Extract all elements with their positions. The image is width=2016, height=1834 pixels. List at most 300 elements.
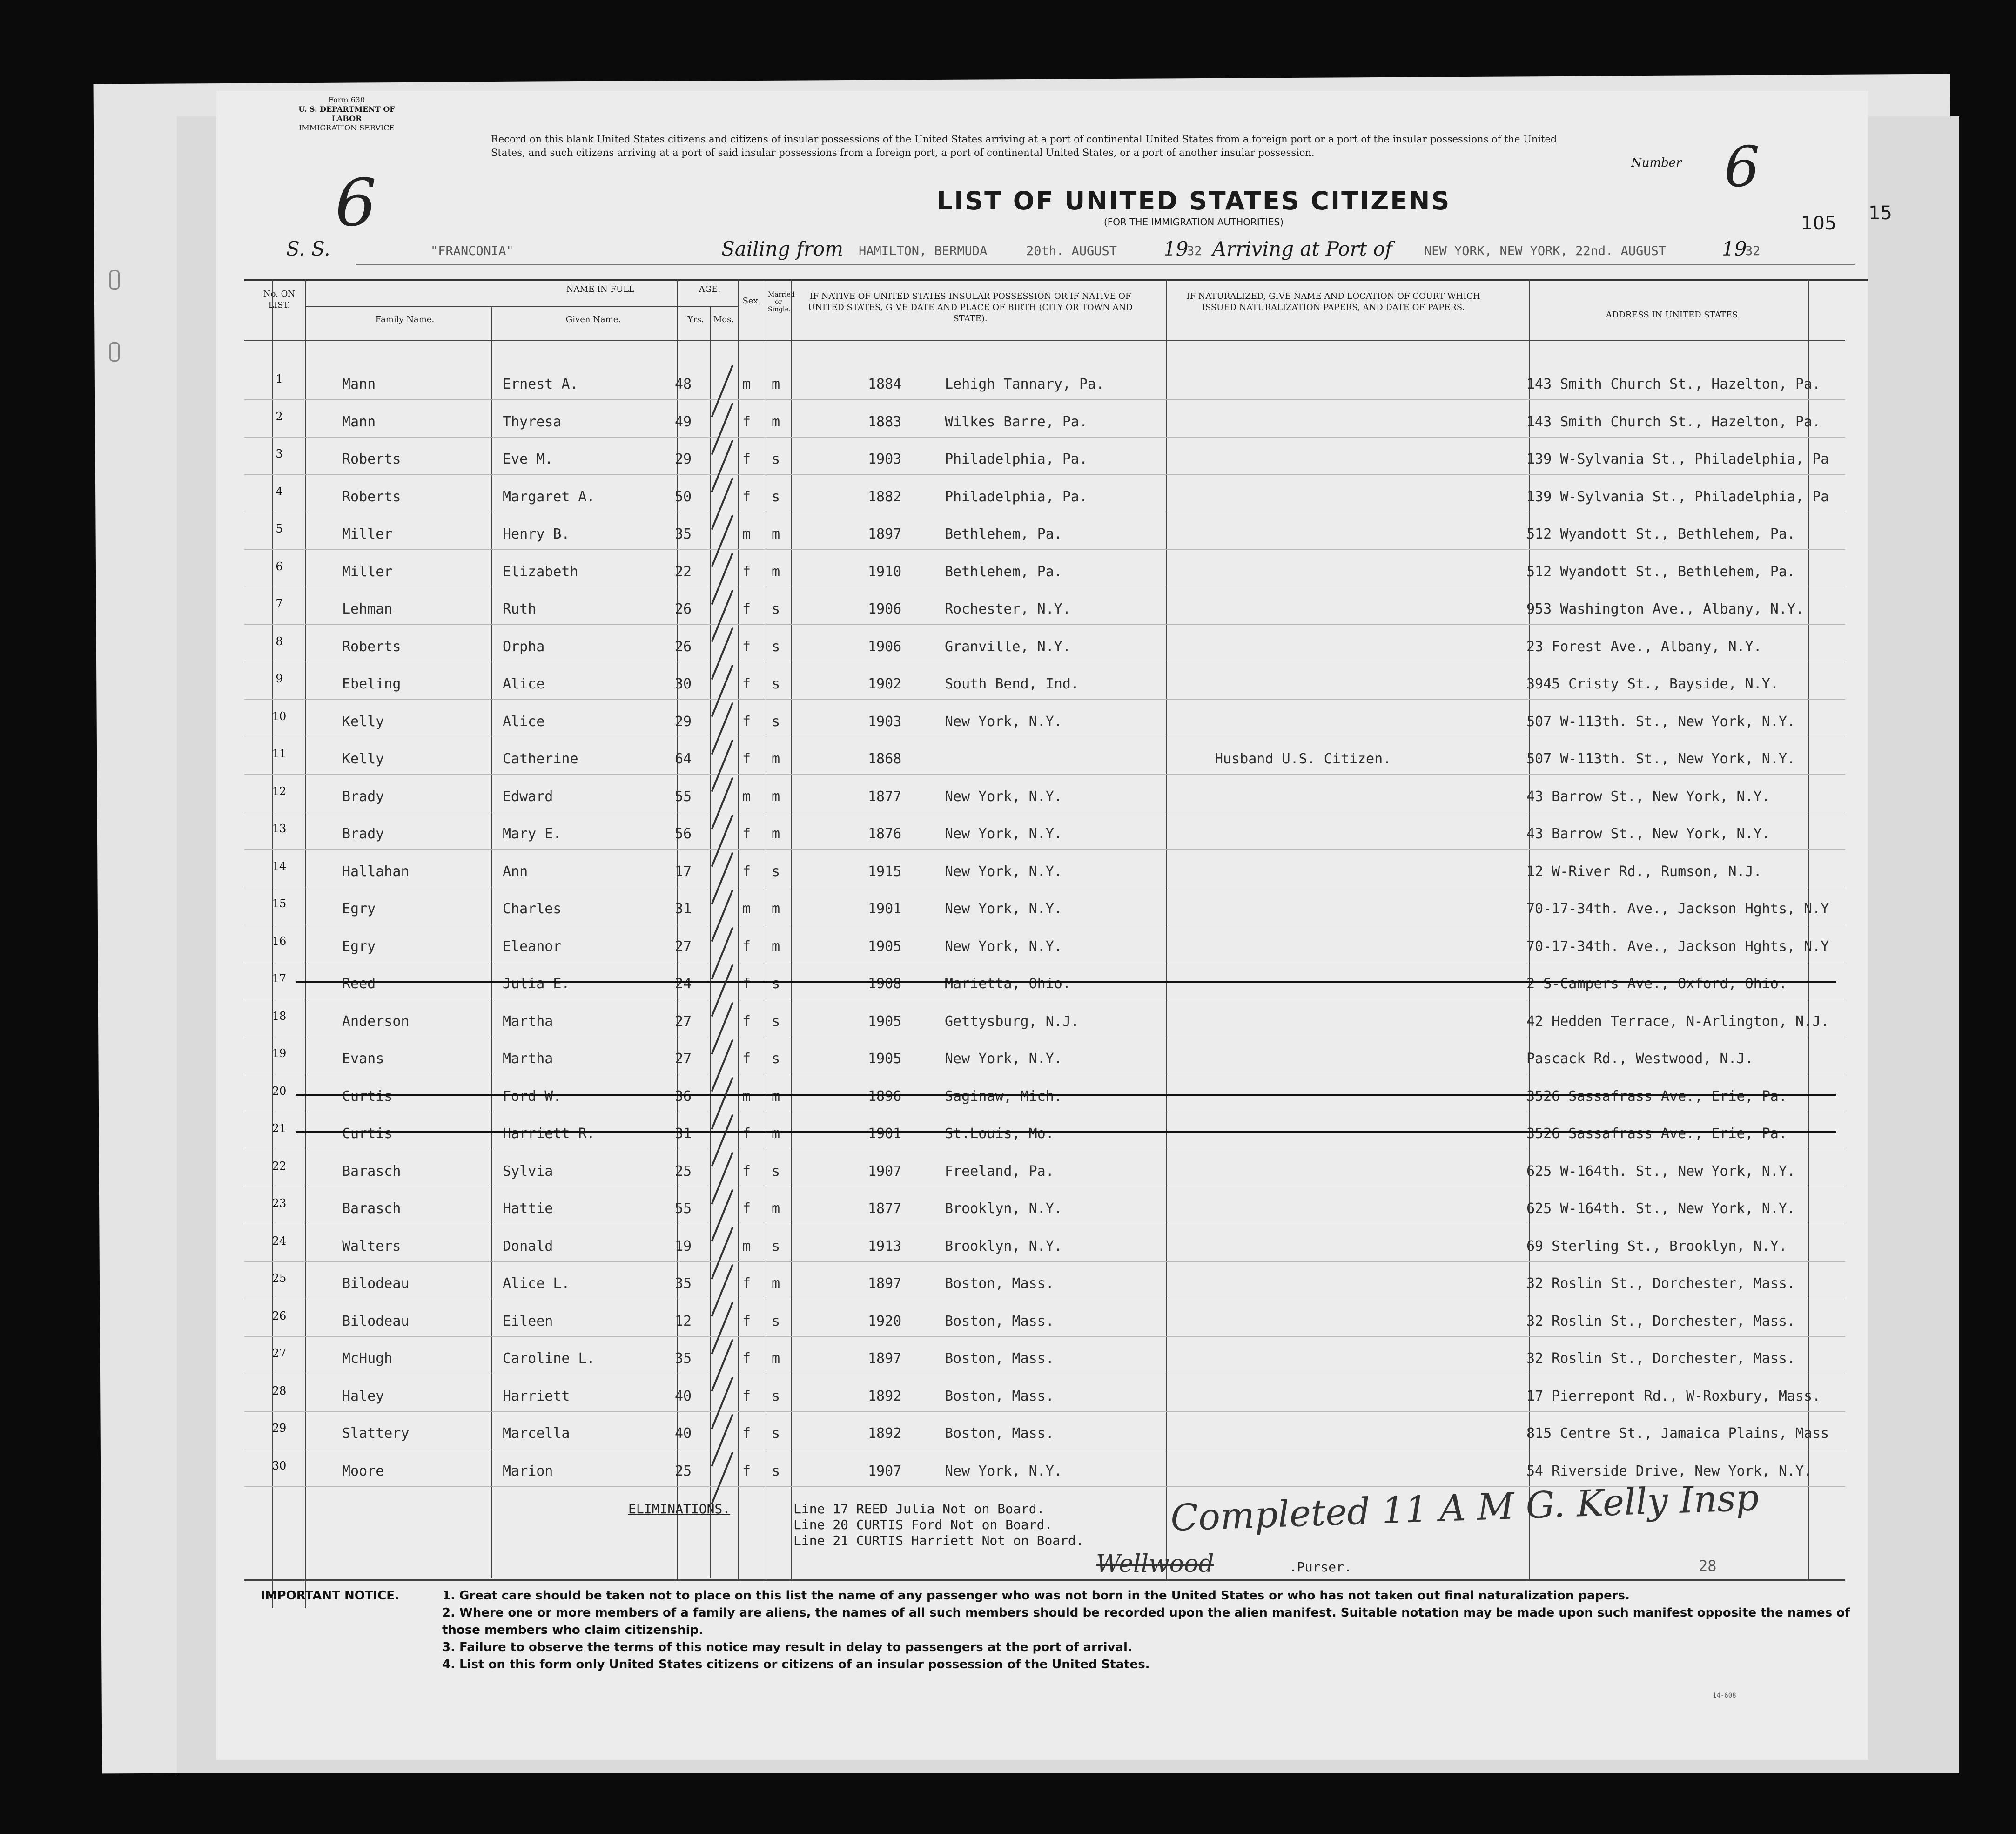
- birth-place: New York, N.Y.: [945, 863, 1062, 880]
- row-number: 12: [272, 784, 287, 798]
- given-name: Caroline L.: [503, 1350, 595, 1367]
- marital-status: m: [772, 751, 780, 767]
- row-number: 8: [276, 634, 283, 648]
- form-label: [286, 95, 407, 133]
- family-name: Miller: [342, 526, 393, 542]
- birth-year: 1910: [868, 563, 902, 580]
- family-name: Anderson: [342, 1013, 410, 1030]
- family-name: Brady: [342, 788, 384, 805]
- marital-status: m: [772, 376, 780, 392]
- age-years: 55: [675, 788, 692, 805]
- us-address: 32 Roslin St., Dorchester, Mass.: [1526, 1350, 1795, 1367]
- family-name: Brady: [342, 826, 384, 842]
- given-name: Harriett: [503, 1388, 570, 1404]
- us-address: 54 Riverside Drive, New York, N.Y.: [1526, 1463, 1813, 1479]
- birth-place: St.Louis, Mo.: [945, 1126, 1054, 1142]
- sex: m: [742, 526, 751, 542]
- us-address: 625 W-164th. St., New York, N.Y.: [1526, 1200, 1795, 1217]
- birth-place: Boston, Mass.: [945, 1425, 1054, 1442]
- marital-status: m: [772, 526, 780, 542]
- age-years: 22: [675, 563, 692, 580]
- given-name: Thyresa: [503, 413, 562, 430]
- year-prefix-1: 19: [1163, 237, 1189, 260]
- marital-status: m: [772, 788, 780, 805]
- header-bottom-rule: [244, 340, 1845, 341]
- sex: f: [742, 676, 751, 692]
- table-top-rule: [244, 279, 1868, 281]
- given-name: Eve M.: [503, 451, 553, 467]
- birth-place: Brooklyn, N.Y.: [945, 1238, 1062, 1254]
- family-name: Walters: [342, 1238, 401, 1254]
- marital-status: s: [772, 488, 780, 505]
- row-number: 6: [276, 560, 283, 573]
- row-number: 7: [276, 597, 283, 610]
- birth-year: 1868: [868, 751, 902, 767]
- given-name: Orpha: [503, 638, 545, 655]
- us-address: 3526 Sassafrass Ave., Erie, Pa.: [1526, 1126, 1787, 1142]
- marital-status: m: [772, 413, 780, 430]
- birth-place: New York, N.Y.: [945, 938, 1062, 955]
- family-name: Egry: [342, 938, 376, 955]
- col-header-mos: Mos.: [713, 315, 734, 324]
- row-number: 22: [272, 1159, 287, 1173]
- us-address: 143 Smith Church St., Hazelton, Pa.: [1526, 413, 1821, 430]
- family-name: Bilodeau: [342, 1313, 410, 1329]
- col-header-birth: IF NATIVE OF UNITED STATES INSULAR POSSESSION OR IF NATIVE OF UNITED STATES, GIVE DATE AND PLACE OF BIRTH (CITY OR TOWN AND STATE).: [808, 291, 1133, 324]
- marital-status: s: [772, 451, 780, 467]
- birth-place: New York, N.Y.: [945, 826, 1062, 842]
- ring-notch: [109, 342, 120, 362]
- sex: f: [742, 451, 751, 467]
- family-name: Kelly: [342, 713, 384, 730]
- age-years: 27: [675, 938, 692, 955]
- us-address: 953 Washington Ave., Albany, N.Y.: [1526, 601, 1804, 617]
- marital-status: s: [772, 638, 780, 655]
- birth-place: Boston, Mass.: [945, 1275, 1054, 1292]
- us-address: 70-17-34th. Ave., Jackson Hghts, N.Y: [1526, 938, 1829, 955]
- sex: f: [742, 1425, 751, 1442]
- us-address: 17 Pierrepont Rd., W-Roxbury, Mass.: [1526, 1388, 1821, 1404]
- birth-year: 1876: [868, 826, 902, 842]
- birth-year: 1907: [868, 1463, 902, 1479]
- row-number: 1: [276, 372, 283, 385]
- sailing-label: Sailing from: [721, 237, 844, 260]
- birth-year: 1902: [868, 676, 902, 692]
- family-name: Kelly: [342, 751, 384, 767]
- page-number-secondary: 15: [1868, 202, 1892, 224]
- given-name: Martha: [503, 1013, 553, 1030]
- arriving-port: NEW YORK, NEW YORK, 22nd. AUGUST: [1424, 244, 1667, 258]
- birth-year: 1892: [868, 1388, 902, 1404]
- birth-place: Philadelphia, Pa.: [945, 488, 1088, 505]
- us-address: 70-17-34th. Ave., Jackson Hghts, N.Y: [1526, 901, 1829, 917]
- birth-place: Freeland, Pa.: [945, 1163, 1054, 1180]
- sex: f: [742, 1350, 751, 1367]
- row-rule: [244, 1261, 1845, 1262]
- sex: f: [742, 1163, 751, 1180]
- number-value: 6: [1724, 135, 1760, 200]
- age-years: 29: [675, 451, 692, 467]
- given-name: Elizabeth: [503, 563, 578, 580]
- given-name: Charles: [503, 901, 562, 917]
- col-header-age: AGE.: [699, 284, 721, 294]
- row-number: 13: [272, 822, 287, 835]
- birth-year: 1896: [868, 1088, 902, 1105]
- row-number: 4: [276, 485, 283, 498]
- age-years: 26: [675, 601, 692, 617]
- marital-status: m: [772, 826, 780, 842]
- page-number: 105: [1801, 213, 1837, 234]
- birth-year: 1884: [868, 376, 902, 392]
- marital-status: s: [772, 1388, 780, 1404]
- us-address: 815 Centre St., Jamaica Plains, Mass: [1526, 1425, 1829, 1442]
- col-header-sex: Sex.: [742, 296, 761, 306]
- given-name: Marcella: [503, 1425, 570, 1442]
- age-years: 49: [675, 413, 692, 430]
- given-name: Hattie: [503, 1200, 553, 1217]
- ss-label: S. S.: [286, 237, 330, 260]
- us-address: 2 S-Campers Ave., Oxford, Ohio.: [1526, 976, 1787, 992]
- purser-label: .Purser.: [1289, 1559, 1352, 1575]
- birth-year: 1883: [868, 413, 902, 430]
- family-name: Ebeling: [342, 676, 401, 692]
- birth-year: 1906: [868, 638, 902, 655]
- arriving-label: Arriving at Port of: [1212, 237, 1392, 260]
- family-name: Roberts: [342, 488, 401, 505]
- birth-place: New York, N.Y.: [945, 788, 1062, 805]
- row-rule: [244, 399, 1845, 400]
- sex: m: [742, 1238, 751, 1254]
- us-address: 507 W-113th. St., New York, N.Y.: [1526, 713, 1795, 730]
- ring-notch: [109, 270, 120, 290]
- given-name: Ernest A.: [503, 376, 578, 392]
- us-address: 512 Wyandott St., Bethlehem, Pa.: [1526, 563, 1795, 580]
- notice-item: 1. Great care should be taken not to place on this list the name of any passenger who was not born in the United States or who has not taken out final naturalization papers.: [442, 1589, 1630, 1603]
- us-address: 625 W-164th. St., New York, N.Y.: [1526, 1163, 1795, 1180]
- birth-place: Boston, Mass.: [945, 1350, 1054, 1367]
- family-name: Mann: [342, 413, 376, 430]
- sex: f: [742, 1313, 751, 1329]
- birth-year: 1905: [868, 1051, 902, 1067]
- row-number: 29: [272, 1422, 287, 1435]
- row-number: 11: [272, 747, 287, 760]
- age-years: 19: [675, 1238, 692, 1254]
- birth-year: 1882: [868, 488, 902, 505]
- age-years: 30: [675, 676, 692, 692]
- family-name: Curtis: [342, 1126, 393, 1142]
- birth-place: Philadelphia, Pa.: [945, 451, 1088, 467]
- us-address: 12 W-River Rd., Rumson, N.J.: [1526, 863, 1762, 880]
- sex: f: [742, 1200, 751, 1217]
- completion-annotation: Completed 11 A M G. Kelly Insp: [1169, 1477, 1760, 1540]
- given-name: Martha: [503, 1051, 553, 1067]
- birth-place: Bethlehem, Pa.: [945, 563, 1062, 580]
- birth-year: 1903: [868, 713, 902, 730]
- birth-year: 1897: [868, 1275, 902, 1292]
- family-name: Evans: [342, 1051, 384, 1067]
- age-years: 56: [675, 826, 692, 842]
- row-number: 15: [272, 897, 287, 910]
- row-number: 20: [272, 1084, 287, 1098]
- given-name: Mary E.: [503, 826, 562, 842]
- row-rule: [244, 774, 1845, 775]
- family-name: Lehman: [342, 601, 393, 617]
- marital-status: m: [772, 938, 780, 955]
- name-subheader-rule: [305, 306, 738, 307]
- age-years: 50: [675, 488, 692, 505]
- row-number: 14: [272, 859, 287, 873]
- us-address: 32 Roslin St., Dorchester, Mass.: [1526, 1313, 1795, 1329]
- marital-status: s: [772, 976, 780, 992]
- given-name: Eileen: [503, 1313, 553, 1329]
- row-number: 28: [272, 1384, 287, 1397]
- marital-status: s: [772, 1238, 780, 1254]
- naturalization-note: Husband U.S. Citizen.: [1215, 751, 1391, 767]
- sex: f: [742, 413, 751, 430]
- given-name: Julia E.: [503, 976, 570, 992]
- row-rule: [244, 474, 1845, 475]
- row-rule: [244, 849, 1845, 850]
- row-number: 10: [272, 709, 287, 723]
- year-suffix-2: 32: [1745, 244, 1761, 258]
- marital-status: s: [772, 1051, 780, 1067]
- us-address: 139 W-Sylvania St., Philadelphia, Pa: [1526, 451, 1829, 467]
- form-code: 14-608: [1713, 1692, 1736, 1699]
- col-header-family: Family Name.: [375, 315, 435, 324]
- age-years: 40: [675, 1388, 692, 1404]
- row-number: 24: [272, 1234, 287, 1247]
- sex: f: [742, 563, 751, 580]
- birth-year: 1897: [868, 1350, 902, 1367]
- birth-place: Gettysburg, N.J.: [945, 1013, 1079, 1030]
- birth-place: New York, N.Y.: [945, 713, 1062, 730]
- age-years: 25: [675, 1163, 692, 1180]
- family-name: Haley: [342, 1388, 384, 1404]
- birth-place: Brooklyn, N.Y.: [945, 1200, 1062, 1217]
- row-number: 18: [272, 1009, 287, 1023]
- row-number: 16: [272, 934, 287, 948]
- col-header-name: NAME IN FULL: [566, 284, 635, 294]
- marital-status: s: [772, 1013, 780, 1030]
- sailing-from: HAMILTON, BERMUDA: [859, 244, 988, 258]
- sex: m: [742, 901, 751, 917]
- sailing-date: 20th. AUGUST: [1026, 244, 1117, 258]
- marital-status: s: [772, 1425, 780, 1442]
- birth-place: Boston, Mass.: [945, 1313, 1054, 1329]
- year-suffix-1: 32: [1187, 244, 1202, 258]
- family-name: Barasch: [342, 1200, 401, 1217]
- number-label-text: Number: [1631, 156, 1682, 170]
- form-number: Form 630: [328, 95, 365, 104]
- given-name: Alice L.: [503, 1275, 570, 1292]
- col-header-married: Married or Single.: [768, 291, 795, 313]
- sex: f: [742, 713, 751, 730]
- row-number: 5: [276, 522, 283, 535]
- birth-year: 1905: [868, 938, 902, 955]
- row-number: 26: [272, 1309, 287, 1322]
- sex: f: [742, 601, 751, 617]
- family-name: Egry: [342, 901, 376, 917]
- age-years: 35: [675, 526, 692, 542]
- birth-place: Marietta, Ohio.: [945, 976, 1071, 992]
- family-name: Roberts: [342, 638, 401, 655]
- given-name: Edward: [503, 788, 553, 805]
- age-years: 40: [675, 1425, 692, 1442]
- us-address: 32 Roslin St., Dorchester, Mass.: [1526, 1275, 1795, 1292]
- col-rule: [710, 307, 711, 1578]
- us-address: 3945 Cristy St., Bayside, N.Y.: [1526, 676, 1779, 692]
- birth-place: New York, N.Y.: [945, 901, 1062, 917]
- age-years: 29: [675, 713, 692, 730]
- page-subtitle: (FOR THE IMMIGRATION AUTHORITIES): [1103, 216, 1284, 228]
- marital-status: s: [772, 601, 780, 617]
- birth-place: Saginaw, Mich.: [945, 1088, 1062, 1105]
- marital-status: s: [772, 713, 780, 730]
- row-rule: [244, 624, 1845, 625]
- birth-year: 1877: [868, 1200, 902, 1217]
- strike-through-line: [296, 1094, 1836, 1096]
- us-address: Pascack Rd., Westwood, N.J.: [1526, 1051, 1754, 1067]
- marital-status: s: [772, 1163, 780, 1180]
- notice-heading: IMPORTANT NOTICE.: [261, 1589, 399, 1603]
- row-rule: [244, 1411, 1845, 1412]
- service: IMMIGRATION SERVICE: [298, 123, 395, 132]
- birth-place: New York, N.Y.: [945, 1051, 1062, 1067]
- us-address: 512 Wyandott St., Bethlehem, Pa.: [1526, 526, 1795, 542]
- family-name: Bilodeau: [342, 1275, 410, 1292]
- given-name: Sylvia: [503, 1163, 553, 1180]
- birth-year: 1901: [868, 901, 902, 917]
- strike-through-line: [296, 1131, 1836, 1133]
- row-number: 17: [272, 972, 287, 985]
- col-rule: [491, 307, 492, 1578]
- us-address: 507 W-113th. St., New York, N.Y.: [1526, 751, 1795, 767]
- manifest-sheet: [216, 91, 1892, 1760]
- given-name: Ford W.: [503, 1088, 562, 1105]
- elimination-line: Line 20 CURTIS Ford Not on Board.: [793, 1517, 1053, 1532]
- birth-year: 1920: [868, 1313, 902, 1329]
- row-number: 3: [276, 447, 283, 460]
- marital-status: m: [772, 563, 780, 580]
- marital-status: m: [772, 1126, 780, 1142]
- us-address: 23 Forest Ave., Albany, N.Y.: [1526, 638, 1762, 655]
- birth-place: Boston, Mass.: [945, 1388, 1054, 1404]
- elimination-line: Line 21 CURTIS Harriett Not on Board.: [793, 1533, 1084, 1548]
- birth-place: Lehigh Tannary, Pa.: [945, 376, 1105, 392]
- row-number: 30: [272, 1459, 287, 1472]
- row-number: 27: [272, 1347, 287, 1360]
- given-name: Catherine: [503, 751, 578, 767]
- table-bottom-rule: [244, 1579, 1845, 1581]
- sex: f: [742, 1126, 751, 1142]
- ship-name: "FRANCONIA": [430, 244, 514, 258]
- record-instructions: Record on this blank United States citizens and citizens of insular possessions of the United States arriving at a port of continental United States from a foreign port or a port of the insular possessions of the United States, and such citizens arriving at a port of said insular possessions from a foreign port, a port of continental United States, or a port of another insular possession.: [491, 134, 1557, 158]
- birth-year: 1906: [868, 601, 902, 617]
- age-years: 17: [675, 863, 692, 880]
- birth-year: 1892: [868, 1425, 902, 1442]
- birth-place: New York, N.Y.: [945, 1463, 1062, 1479]
- age-years: 31: [675, 1126, 692, 1142]
- eliminations-label: ELIMINATIONS.: [628, 1501, 731, 1517]
- sex: f: [742, 488, 751, 505]
- age-years: 64: [675, 751, 692, 767]
- age-years: 26: [675, 638, 692, 655]
- given-name: Marion: [503, 1463, 553, 1479]
- strike-through-line: [296, 981, 1836, 983]
- marital-status: m: [772, 1200, 780, 1217]
- family-name: Hallahan: [342, 863, 410, 880]
- birth-year: 1915: [868, 863, 902, 880]
- age-years: 27: [675, 1051, 692, 1067]
- row-number: 23: [272, 1197, 287, 1210]
- given-name: Ruth: [503, 601, 537, 617]
- family-name: Moore: [342, 1463, 384, 1479]
- birth-year: 1905: [868, 1013, 902, 1030]
- sex: f: [742, 1463, 751, 1479]
- marital-status: s: [772, 1463, 780, 1479]
- notice-item: 3. Failure to observe the terms of this notice may result in delay to passengers at the port of arrival.: [442, 1640, 1132, 1654]
- given-name: Margaret A.: [503, 488, 595, 505]
- family-name: Slattery: [342, 1425, 410, 1442]
- row-number: 25: [272, 1272, 287, 1285]
- sex: f: [742, 863, 751, 880]
- age-years: 55: [675, 1200, 692, 1217]
- given-name: Alice: [503, 713, 545, 730]
- birth-place: South Bend, Ind.: [945, 676, 1079, 692]
- age-years: 24: [675, 976, 692, 992]
- birth-place: Wilkes Barre, Pa.: [945, 413, 1088, 430]
- sex: f: [742, 1051, 751, 1067]
- sex: f: [742, 1275, 751, 1292]
- sex: f: [742, 1388, 751, 1404]
- marital-status: s: [772, 863, 780, 880]
- row-rule: [244, 699, 1845, 700]
- col-rule: [305, 279, 306, 1608]
- family-name: Reed: [342, 976, 376, 992]
- footer-mark: 28: [1699, 1557, 1717, 1575]
- marital-status: m: [772, 1350, 780, 1367]
- corner-mark: 6: [335, 165, 377, 241]
- birth-place: Rochester, N.Y.: [945, 601, 1071, 617]
- birth-year: 1907: [868, 1163, 902, 1180]
- birth-year: 1913: [868, 1238, 902, 1254]
- us-address: 3526 Sassafrass Ave., Erie, Pa.: [1526, 1088, 1787, 1105]
- sex: m: [742, 788, 751, 805]
- age-years: 31: [675, 901, 692, 917]
- family-name: Roberts: [342, 451, 401, 467]
- year-prefix-2: 19: [1722, 237, 1747, 260]
- col-header-no: No. ON LIST.: [263, 289, 296, 310]
- sex: f: [742, 938, 751, 955]
- age-years: 27: [675, 1013, 692, 1030]
- row-number: 2: [276, 410, 283, 423]
- marital-status: m: [772, 1275, 780, 1292]
- department: U. S. DEPARTMENT OF LABOR: [298, 105, 395, 123]
- birth-year: 1903: [868, 451, 902, 467]
- given-name: Alice: [503, 676, 545, 692]
- age-years: 35: [675, 1350, 692, 1367]
- us-address: 139 W-Sylvania St., Philadelphia, Pa: [1526, 488, 1829, 505]
- number-label: [1631, 156, 1682, 170]
- marital-status: s: [772, 1313, 780, 1329]
- col-header-address: ADDRESS IN UNITED STATES.: [1606, 310, 1740, 320]
- given-name: Ann: [503, 863, 528, 880]
- birth-year: 1897: [868, 526, 902, 542]
- us-address: 143 Smith Church St., Hazelton, Pa.: [1526, 376, 1821, 392]
- sex: m: [742, 376, 751, 392]
- elimination-line: Line 17 REED Julia Not on Board.: [793, 1501, 1045, 1517]
- birth-year: 1877: [868, 788, 902, 805]
